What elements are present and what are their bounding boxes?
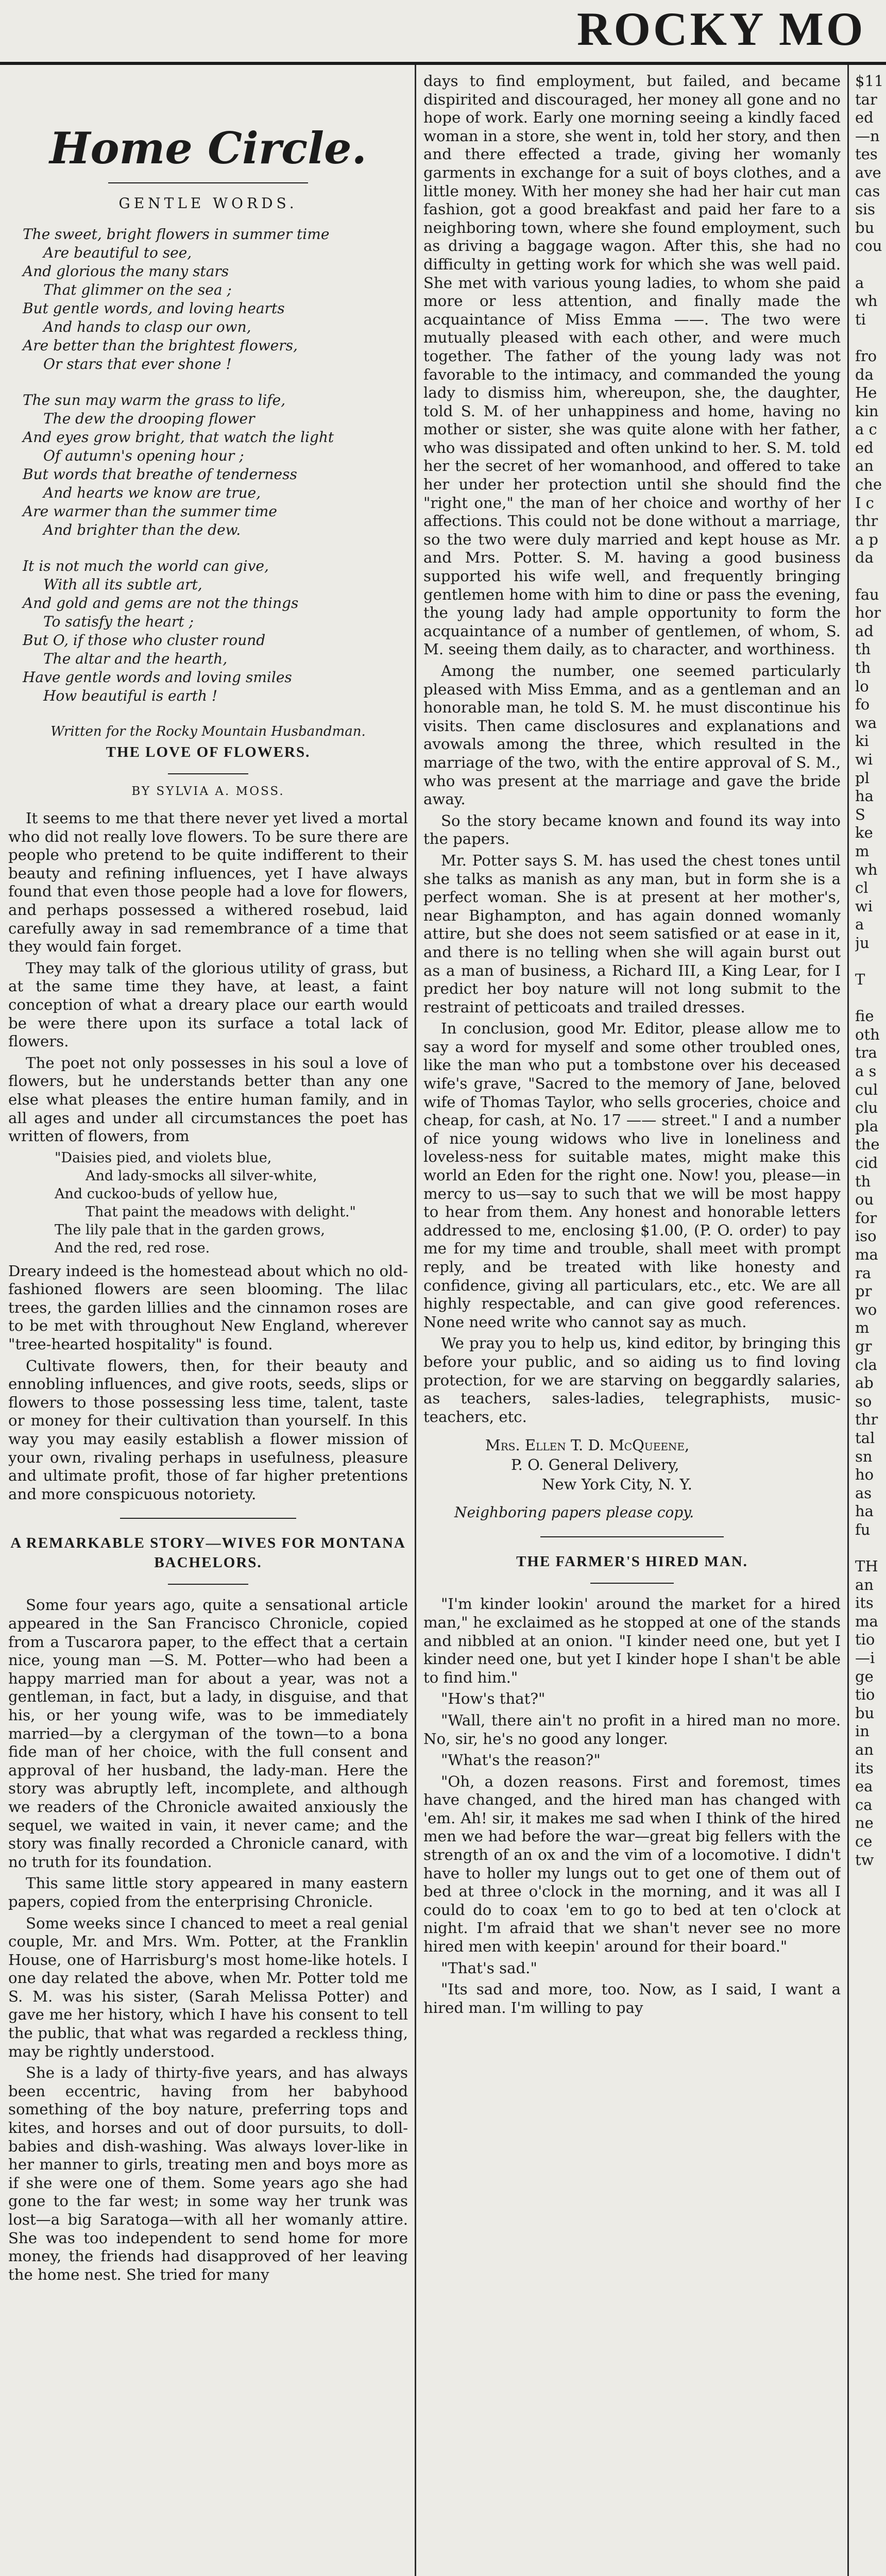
fragment-line: ca [855,1795,873,1814]
fragment-line: cid [855,1154,878,1172]
fragment-line: ju [855,934,870,952]
poem-line: Of autumn's opening hour ; [43,447,244,464]
poem-stanza [23,557,408,705]
poem-stanza [23,225,408,374]
quote-line: And cuckoo-buds of yellow hue, [55,1185,278,1202]
poem-stanza [23,391,408,539]
paragraph: This same little story appeared in many eastern papers, copied from the enterprising Chronicle. [8,1874,408,1910]
fragment-line: T [855,971,865,989]
fragment-line: ed [855,109,874,127]
paragraph: Among the number, one seemed particularly pleased with Miss Emma, and as a gentleman and an honorable man, he told S. M. he must discontinue his visits. Then came disclosures and explanations and avowals among the three, which resulted in the marriage of the two, with the entire approval of S. M., who was present at the marriage and gave the bride away. [423,662,841,808]
poem-line: And hearts we know are true, [43,484,261,501]
paragraph: They may talk of the glorious utility of grass, but at the same time they have, at least, a faint conception of what a dreary place our earth would be were there upon its surface a total lack of flowers. [8,959,408,1050]
fragment-line: wi [855,750,873,768]
paragraph: "I'm kinder lookin' around the market for a hired man," he exclaimed as he stopped at one of the stands and nibbled at an onion. "I kinder need one, but yet I kinder need one, but yet I kinder hope I shan't be able to find him." [423,1595,841,1686]
fragment-line: m [855,1319,870,1337]
quote-line: That paint the meadows with delight." [86,1204,356,1220]
fragment-line: sn [855,1447,873,1465]
poem-line: It is not much the world can give, [23,557,269,574]
fragment-line: oth [855,1025,880,1043]
paragraph: "That's sad." [441,1959,537,1977]
fragment-line [855,989,886,1008]
poem-line: That glimmer on the sea ; [43,281,232,298]
paragraph: Cultivate flowers, then, for their beauty and ennobling influences, and give roots, seeds, slips or flowers to those possessing less time, talent, taste or money for their cultivation than yourself. In this way you may easily establish a flower mission of your own, rivaling perhaps in usefulness, pleasure and ultimate profit, those of far higher pretentions and more conspicuous notoriety. [8,1357,408,1503]
fragment-line: tar [855,90,877,108]
fragment-line: a [855,916,864,934]
fragment-line: fu [855,1520,871,1538]
please-copy-note: Neighboring papers please copy. [454,1504,694,1521]
fragment-line: He [855,384,877,402]
fragment-line: pl [855,769,870,787]
fragment-line: tw [855,1851,874,1869]
paragraph: Some weeks since I chanced to meet a real genial couple, Mr. and Mrs. Wm. Potter, at the Franklin House, one of Harrisburg's most home-like hotels. I one day related the above, when Mr. Potter told me S. M. was his sister, (Sarah Melissa Potter) and gave me her history, which I have his consent to tell the public, that what was regarded a reckless thing, may be rightly understood. [8,1914,408,2060]
poem [23,225,408,705]
fragment-line: ce [855,1833,873,1850]
fragment-line: fau [855,585,879,603]
fragment-line: ave [855,163,881,181]
fragment-line: ea [855,1777,873,1795]
divider [540,1536,724,1537]
fragment-line: clu [855,1099,878,1117]
fragment-line: S [855,805,865,823]
fragment-line: ne [855,1814,874,1832]
poem-line: But words that breathe of tenderness [23,466,297,483]
fragment-line: a p [855,530,879,548]
poem-line: Are beautiful to see, [43,244,192,261]
fragment-line: its [855,1594,874,1612]
quote-line: "Daisies pied, and violets blue, [55,1149,272,1166]
fragment-line [855,953,886,971]
paragraph: It seems to me that there never yet lived a mortal who did not really love flowers. To be sure there are people who pretend to be quite indifferent to their beauty and refining influences, yet I have always found that even those people had a love for flowers, and perhaps possessed a withered rosebud, laid carefully away in sad remembrance of a time that they would fain forget. [8,809,408,956]
fragment-line: bu [855,1704,875,1722]
column-left [8,72,408,2576]
fragment-line: tal [855,1429,875,1447]
fragment-line: da [855,365,874,383]
paragraph: In conclusion, good Mr. Editor, please allow me to say a word for myself and some other troubled ones, like the man who put a tombstone over his deceased wife's grave, "Sacred to the memory of Jane, beloved wife of Thomas Taylor, who sells groceries, choice and cheap, for cash, at No. 17 —— street." I and a number of nice young widows who live in loneliness and loveless-ness for suitable mates, might make this world an Eden for the right one. Now! you, please—in mercy to us—say to such that we will be most happy to hear from them. Any honest and honorable letters addressed to me, enclosing $1.00, (P. O. order) to pay me for my time and trouble, shall meet with prompt reply, and be treated with like honesty and confidence, giving all particulars, etc., etc. We are all highly respectable, and can give good references. None need write who cannot say as much. [423,1020,841,1331]
fragment-line: wh [855,292,878,310]
fragment-line [855,567,886,586]
fragment-line: thr [855,512,878,530]
fragment-line: tes [855,145,878,163]
fragment-line: a c [855,420,877,438]
fragment-line: iso [855,1227,877,1245]
fragment-line: I c [855,494,874,512]
fragment-line: cou [855,237,882,255]
poem-line: But gentle words, and loving hearts [23,300,285,317]
poem-line: To satisfy the heart ; [43,613,194,630]
divider [590,1583,674,1584]
paragraph-continued: days to find employment, but failed, and became dispirited and discouraged, her money all gone and no hope of work. Early one morning seeing a kindly faced woman in a store, she went in, told her story, and then and there effected a trade, giving her womanly garments in exchange for a suit of boys clothes, and a little money. With her money she had her hair cut man fashion, got a good breakfast and paid her fare to a neighboring town, where she found employment, such as driving a baggage wagon. After this, she had no difficulty in getting work for which she was well paid. She met with various young ladies, to whom she paid more or less attention, and finally made the acquaintance of Miss Emma ——. The two were mutually pleased with each other, and were much together. The father of the young lady was not favorable to the intimacy, and commanded the young lady to dismiss him, whereupon, she, the daughter, told S. M. of her unhappiness and home, having no mother or sister, she was quite alone with her father, who was dissipated and often unkind to her. S. M. told her the secret of her womanhood, and offered to take her under her protection until she should find the "right one," the man of her choice and worthy of her affections. This could not be done without a marriage, so the two were duly married and kept house as Mr. and Mrs. Potter. S. M. having a good business supported his wife well, and frequently bringing gentlemen home with him to dine or pass the evening, the young lady had ample opportunity to form the acquaintance of a number of gentlemen, of whom, S. M. seeing them daily, as to character, and worthiness. [423,72,841,658]
poem-line: The sweet, bright flowers in summer time [23,226,330,243]
poem-line: And eyes grow bright, that watch the light [23,429,334,446]
signature-line: Mrs. Ellen T. D. McQueene, [485,1436,690,1454]
fragment-line: cul [855,1080,878,1098]
paragraph: Mr. Potter says S. M. has used the chest tones until she talks as manish as any man, but in form she is a perfect woman. She is at present at her mother's, near Bighampton, and has again donned womanly attire, but she does not seem satisfied or at ease in it, and there is no telling when she will again burst out as a man of business, a Richard III, a King Lear, for I predict her boy nature will not long submit to the restraint of petticoats and trailed dresses. [423,851,841,1016]
fragment-line: —n [855,127,880,145]
quote-line: And lady-smocks all silver-white, [86,1167,317,1184]
poem-line: Are better than the brightest flowers, [23,337,298,354]
verse-quote [55,1149,408,1257]
column-right-fragment [855,72,886,2576]
fragment-line: sis [855,200,876,218]
fragment-line: ke [855,824,873,842]
fragment-line: wo [855,1300,877,1318]
fragment-line: ti [855,310,866,328]
paragraph: Some four years ago, quite a sensational article appeared in the San Francisco Chronicle, copied from a Tuscarora paper, to the effect that a certain nice, young man —S. M. Potter—who had been a happy married man for about a year, was not a gentleman, in fact, but a lady, in disguise, and that his, or her young wife, was to be immediately married—by a clergyman of the town—to a bona fide man of her choice, with the full consent and approval of her husband, the lady-man. Here the story was abruptly left, incomplete, and although we readers of the Chronicle awaited anxiously the sequel, we waited in vain, it never came; and the story was finally recorded a Chronicle canard, with no truth for its foundation. [8,1596,408,1871]
fragment-line: tra [855,1044,877,1062]
poem-line: Have gentle words and loving smiles [23,669,292,686]
paragraph: Dreary indeed is the homestead about which no old-fashioned flowers are seen blooming. The lilac trees, the garden lillies and the cinnamon roses are to be met with throughout New England, wherever "tree-hearted hospitality" is found. [8,1262,408,1353]
fragment-line: ma [855,1612,878,1630]
fragment-line: gr [855,1337,872,1355]
divider [120,1518,296,1519]
fragment-line: th [855,1172,871,1190]
fragment-line: ou [855,1191,874,1209]
paragraph: "Oh, a dozen reasons. First and foremost, times have changed, and the hired man has changed with 'em. Ah! sir, it makes me sad when I think of the hired men we had before the war—great big fellers with the strength of an ox and the vim of a locomotive. I didn't have to holler my lungs out to get one of them out of bed at three o'clock in the morning, and it was all I could do to coax 'em to go to bed at ten o'clock at night. I'm afraid that we shan't never see no more hired men with keepin' around for their board." [423,1772,841,1956]
fragment-line: ha [855,787,874,805]
poem-line: Are warmer than the summer time [23,503,277,520]
fragment-line: ki [855,732,869,750]
fragment-line: cl [855,879,868,897]
department-title: Home Circle. [49,123,367,174]
poem-line: The dew the drooping flower [43,410,255,427]
paragraph: "Its sad and more, too. Now, as I said, I want a hired man. I'm willing to pay [423,1980,841,2016]
fragment-line: ad [855,622,874,640]
masthead: ROCKY MO [577,3,866,55]
fragment-line: wa [855,714,877,732]
paragraph: "Wall, there ain't no profit in a hired man no more. No, sir, he's no good any longer. [423,1711,841,1748]
poem-line: And glorious the many stars [23,263,229,280]
article-headline: THE FARMER'S HIRED MAN. [516,1553,748,1570]
fragment-line: th [855,640,871,658]
fragment-line: ab [855,1374,874,1392]
quote-line: The lily pale that in the garden grows, [55,1222,325,1238]
fragment-line: a [855,274,864,292]
fragment-line: wh [855,860,878,878]
fragment-line: so [855,1392,872,1410]
fragment-line: lo [855,677,869,695]
paragraph: "How's that?" [441,1690,546,1708]
fragment-line: fro [855,347,877,365]
poem-title: GENTLE WORDS. [118,195,298,212]
fragment-line: TH [855,1557,878,1575]
poem-line: With all its subtle art, [43,576,202,593]
poem-line: The sun may warm the grass to life, [23,392,286,409]
fragment-line: th [855,659,871,676]
fragment-line: wi [855,897,873,915]
fragment-line: cas [855,182,880,200]
fragment-line: thr [855,1411,878,1429]
paragraph: "What's the reason?" [441,1751,601,1769]
poem-line: But O, if those who cluster round [23,632,266,649]
fragment-line: hor [855,604,881,622]
article-headline: A REMARKABLE STORY—WIVES FOR MONTANA BACHELORS. [10,1535,406,1571]
paragraph: So the story became known and found its way into the papers. [423,811,841,848]
fragment-line: tio [855,1686,875,1704]
fragment-line: the [855,1136,880,1154]
paragraph: The poet not only possesses in his soul a love of flowers, but he understands better than any one else what pleases the entire human family, and in all ages and under all circumstances the poet has written of flowers, from [8,1054,408,1145]
poem-line: The altar and the hearth, [43,650,228,667]
fragment-line: fie [855,1007,874,1025]
poem-line: And hands to clasp our own, [43,318,251,335]
poem-line: Or stars that ever shone ! [43,355,232,372]
fragment-line: ed [855,438,874,456]
fragment-line: ma [855,1246,878,1263]
fragment-line: in [855,1722,870,1740]
signature-line: New York City, N. Y. [542,1476,692,1494]
fragment-line: as [855,1484,872,1502]
divider [108,182,308,183]
divider [168,1584,248,1585]
signature-line: P. O. General Delivery, [511,1456,679,1474]
column-rule [847,65,849,2576]
article-byline: BY SYLVIA A. MOSS. [131,785,285,798]
fragment-line: da [855,549,874,567]
fragment-line: for [855,1209,877,1227]
article-headline: THE LOVE OF FLOWERS. [106,744,311,760]
fragment-line: ge [855,1667,874,1685]
quote-line: And the red, red rose. [55,1240,210,1256]
poem-line: And gold and gems are not the things [23,595,299,612]
fragment-line [855,329,886,347]
fragment-line: ra [855,1264,872,1282]
column-middle [423,72,841,2576]
fragment-line: m [855,842,870,860]
paragraph: She is a lady of thirty-five years, and has always been eccentric, having from her babyhood something of the boy nature, preferring tops and kites, and horses and out of door pursuits, to doll-babies and dish-washing. Was always lover-like in her manner to girls, treating men and boys more as if she were one of them. Some years ago she had gone to the far west; in some way her trunk was lost—a big Saratoga—with all her womanly attire. She was too independent to send home for more money, the friends had disapproved of her leaving the home nest. She tried for many [8,2064,408,2283]
fragment-line: cla [855,1355,877,1374]
fragment-line: an [855,1741,874,1759]
fragment-line: pla [855,1117,879,1135]
masthead-rule [0,62,886,65]
divider [168,773,248,774]
fragment-line [855,256,886,274]
fragment-line: its [855,1759,874,1777]
fragment-line [855,1539,886,1558]
signature [485,1435,841,1494]
fragment-line: kin [855,402,879,420]
fragment-line: ha [855,1502,874,1520]
fragment-line: fo [855,696,870,714]
paragraph: We pray you to help us, kind editor, by bringing this before your public, and so aiding us to find loving protection, for we are starving on beggardly salaries, as teachers, sales-ladies, telegraphists, music-teachers, etc. [423,1334,841,1426]
fragment-line: an [855,1575,874,1594]
fragment-line: —i [855,1649,875,1667]
column-rule [415,65,416,2576]
poem-line: How beautiful is earth ! [43,687,218,704]
article-note: Written for the Rocky Mountain Husbandman. [50,724,366,739]
fragment-line: a s [855,1062,877,1080]
fragment-line: tio [855,1631,875,1649]
fragment-line: che [855,476,882,494]
fragment-line: pr [855,1282,872,1300]
fragment-line: an [855,457,874,475]
fragment-line: bu [855,218,875,236]
fragment-line: $11 [855,72,884,90]
fragment-line: ho [855,1466,874,1484]
poem-line: And brighter than the dew. [43,521,241,538]
